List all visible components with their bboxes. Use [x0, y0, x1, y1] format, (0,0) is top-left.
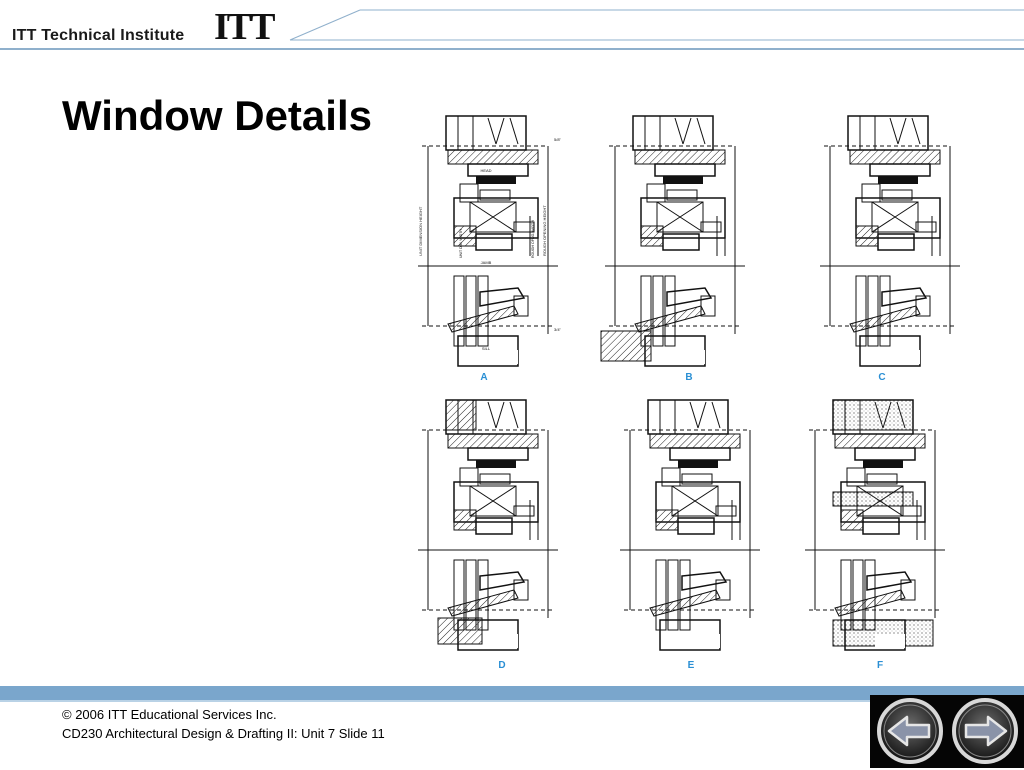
right-dim-a: ROUGH OPENING HEIGHT — [542, 205, 547, 256]
header-rules — [0, 0, 1024, 60]
slide-navigation — [870, 695, 1024, 768]
detail-f — [805, 400, 945, 650]
detail-b — [601, 116, 745, 366]
detail-e — [620, 400, 760, 650]
panel-label-f: F — [876, 660, 884, 671]
slide-info-text: CD230 Architectural Design & Drafting II: Unit 7 Slide 11 — [62, 726, 385, 741]
left-dim-a: UNIT DIMENSION HEIGHT — [418, 206, 423, 256]
right-arrow-icon — [950, 697, 1020, 765]
previous-slide-button[interactable] — [875, 697, 945, 765]
panel-label-a: A — [480, 372, 488, 383]
left-arrow-icon — [875, 697, 945, 765]
detail-d — [418, 400, 558, 650]
top-dim-a: 5/8" — [554, 137, 561, 142]
window-details-drawing — [410, 106, 970, 676]
slide-header — [0, 0, 1024, 60]
copyright-text: © 2006 ITT Educational Services Inc. — [62, 707, 277, 722]
panel-label-d: D — [498, 660, 506, 671]
inner-dim-right-a: ROUGH OPNG. WIDTH — [531, 220, 535, 258]
panel-label-e: E — [687, 660, 695, 671]
sill-label-a: SILL — [481, 346, 491, 351]
detail-c — [820, 116, 960, 366]
institute-name: ITT Technical Institute — [12, 27, 185, 44]
detail-a — [418, 116, 558, 366]
inner-dim-left-a: UNIT DIM. WIDTH — [459, 229, 463, 258]
head-label-a: HEAD — [480, 168, 492, 173]
jamb-label-a: JAMB — [480, 260, 492, 265]
slide-title: Window Details — [62, 92, 372, 139]
bottom-dim-a: 3/4" — [554, 327, 561, 332]
itt-logo: ITT — [214, 6, 274, 48]
panel-label-c: C — [878, 372, 886, 383]
next-slide-button[interactable] — [950, 697, 1020, 765]
panel-label-b: B — [685, 372, 693, 383]
